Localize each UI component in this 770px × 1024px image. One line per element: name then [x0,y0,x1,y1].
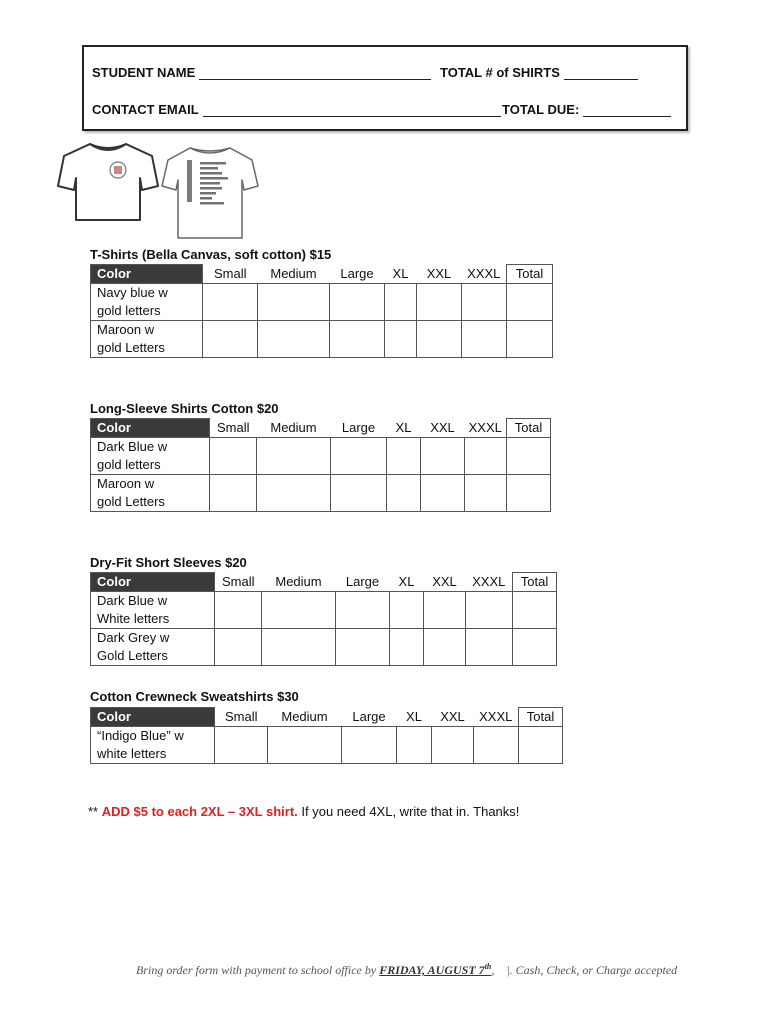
total-cell[interactable] [507,284,553,321]
footer-text-before: Bring order form with payment to school office by [136,963,380,977]
qty-cell[interactable] [465,438,507,475]
footer-deadline [379,963,491,977]
column-header: XL [390,573,424,592]
total-cell[interactable] [507,438,551,475]
color-line: Dark Blue w [97,439,168,454]
column-header: XXL [432,708,474,727]
table-row [91,321,553,358]
column-header: Small [203,265,258,284]
qty-cell[interactable] [385,321,417,358]
qty-cell[interactable] [390,592,424,629]
order-table-sweatshirts [90,707,563,764]
total-shirts-field[interactable] [564,67,638,80]
qty-cell[interactable] [465,475,507,512]
column-header: XL [387,419,421,438]
total-cell[interactable] [513,592,557,629]
column-header: Small [215,573,262,592]
color-line: Dark Grey w [97,630,170,645]
column-header: XXL [417,265,462,284]
column-header: Total [507,419,551,438]
note-rest: If you need 4XL, write that in. Thanks! [297,804,520,819]
color-line: gold Letters [97,340,165,355]
qty-cell[interactable] [424,629,466,666]
total-due-label: TOTAL DUE: [502,102,580,117]
section-title-sweatshirts: Cotton Crewneck Sweatshirts $30 [90,689,299,704]
table-row [91,475,551,512]
qty-cell[interactable] [336,629,390,666]
color-cell [91,727,215,764]
contact-email-row [92,102,501,117]
column-header: XL [385,265,417,284]
color-cell [91,629,215,666]
column-header: XL [397,708,432,727]
color-line: Dark Blue w [97,593,168,608]
column-header: Medium [262,573,336,592]
column-header: XXXL [474,708,519,727]
surcharge-note [88,804,519,819]
column-header: Total [519,708,563,727]
column-header: Large [331,419,387,438]
column-header: Medium [258,265,330,284]
student-info-box [82,45,688,131]
order-table-dry-fit [90,572,557,666]
total-due-field[interactable] [583,104,671,117]
color-line: Maroon w [97,476,155,491]
column-header: XXXL [465,419,507,438]
qty-cell[interactable] [257,475,331,512]
column-header: XXL [424,573,466,592]
qty-cell[interactable] [258,284,330,321]
contact-email-label: CONTACT EMAIL [92,102,199,117]
t-shirt-front-icon [56,140,160,222]
qty-cell[interactable] [215,629,262,666]
color-line: Maroon w [97,322,155,337]
total-cell[interactable] [507,475,551,512]
column-header: Medium [257,419,331,438]
qty-cell[interactable] [203,284,258,321]
column-header: Small [215,708,268,727]
qty-cell[interactable] [210,438,257,475]
column-header: XXL [421,419,465,438]
qty-cell[interactable] [203,321,258,358]
total-shirts-row [440,65,638,80]
qty-cell[interactable] [257,438,331,475]
column-header: Total [513,573,557,592]
note-highlight: ADD $5 to each 2XL – 3XL shirt. [101,804,298,819]
student-name-label: STUDENT NAME [92,65,196,80]
color-line: gold letters [97,457,161,472]
section-title-long-sleeve: Long-Sleeve Shirts Cotton $20 [90,401,279,416]
qty-cell[interactable] [417,284,462,321]
table-header-row [91,573,557,592]
column-header: Total [507,265,553,284]
footer-text-after: , |. Cash, Check, or Charge accepted [491,963,678,977]
qty-cell[interactable] [262,592,336,629]
column-header: Small [210,419,257,438]
qty-cell[interactable] [462,321,507,358]
color-line: gold Letters [97,494,165,509]
student-name-row [92,65,431,80]
color-line: gold letters [97,303,161,318]
qty-cell[interactable] [262,629,336,666]
qty-cell[interactable] [258,321,330,358]
color-cell [91,475,210,512]
student-name-field[interactable] [199,67,431,80]
qty-cell[interactable] [331,438,387,475]
table-row [91,592,557,629]
column-header: Color [91,708,215,727]
table-header-row [91,419,551,438]
section-title-dry-fit: Dry-Fit Short Sleeves $20 [90,555,247,570]
column-header: Large [342,708,397,727]
table-row [91,629,557,666]
section-title-tshirts: T-Shirts (Bella Canvas, soft cotton) $15 [90,247,332,262]
qty-cell[interactable] [210,475,257,512]
total-cell[interactable] [519,727,563,764]
qty-cell[interactable] [397,727,432,764]
note-prefix: ** [88,804,102,819]
qty-cell[interactable] [432,727,474,764]
table-row [91,438,551,475]
color-cell [91,592,215,629]
qty-cell[interactable] [330,284,385,321]
qty-cell[interactable] [330,321,385,358]
qty-cell[interactable] [215,727,268,764]
total-cell[interactable] [507,321,553,358]
qty-cell[interactable] [215,592,262,629]
qty-cell[interactable] [417,321,462,358]
qty-cell[interactable] [385,284,417,321]
color-line: Navy blue w [97,285,168,300]
deadline-sup: th [484,962,492,971]
qty-cell[interactable] [331,475,387,512]
qty-cell[interactable] [421,438,465,475]
color-cell [91,284,203,321]
total-due-row [502,102,671,117]
color-line: white letters [97,746,167,761]
qty-cell[interactable] [424,592,466,629]
total-shirts-label: TOTAL # of SHIRTS [440,65,560,80]
column-header: Color [91,573,215,592]
column-header: Large [330,265,385,284]
qty-cell[interactable] [387,475,421,512]
qty-cell[interactable] [421,475,465,512]
footer-instructions [136,962,677,978]
qty-cell[interactable] [466,629,513,666]
total-cell[interactable] [513,629,557,666]
deadline-text: FRIDAY, AUGUST 7 [379,963,485,977]
table-header-row [91,708,563,727]
qty-cell[interactable] [474,727,519,764]
qty-cell[interactable] [336,592,390,629]
column-header: Large [336,573,390,592]
color-cell [91,438,210,475]
column-header: XXXL [466,573,513,592]
qty-cell[interactable] [387,438,421,475]
column-header: Color [91,419,210,438]
order-table-tshirts [90,264,553,358]
table-row [91,727,563,764]
qty-cell[interactable] [466,592,513,629]
color-line: White letters [97,611,170,626]
column-header: Color [91,265,203,284]
order-table-long-sleeve [90,418,551,512]
qty-cell[interactable] [462,284,507,321]
t-shirt-back-icon [160,142,260,242]
qty-cell[interactable] [390,629,424,666]
table-header-row [91,265,553,284]
color-line: Gold Letters [97,648,168,663]
qty-cell[interactable] [342,727,397,764]
contact-email-field[interactable] [203,104,501,117]
table-row [91,284,553,321]
qty-cell[interactable] [268,727,342,764]
color-line: “Indigo Blue” w [97,728,184,743]
column-header: Medium [268,708,342,727]
color-cell [91,321,203,358]
column-header: XXXL [462,265,507,284]
